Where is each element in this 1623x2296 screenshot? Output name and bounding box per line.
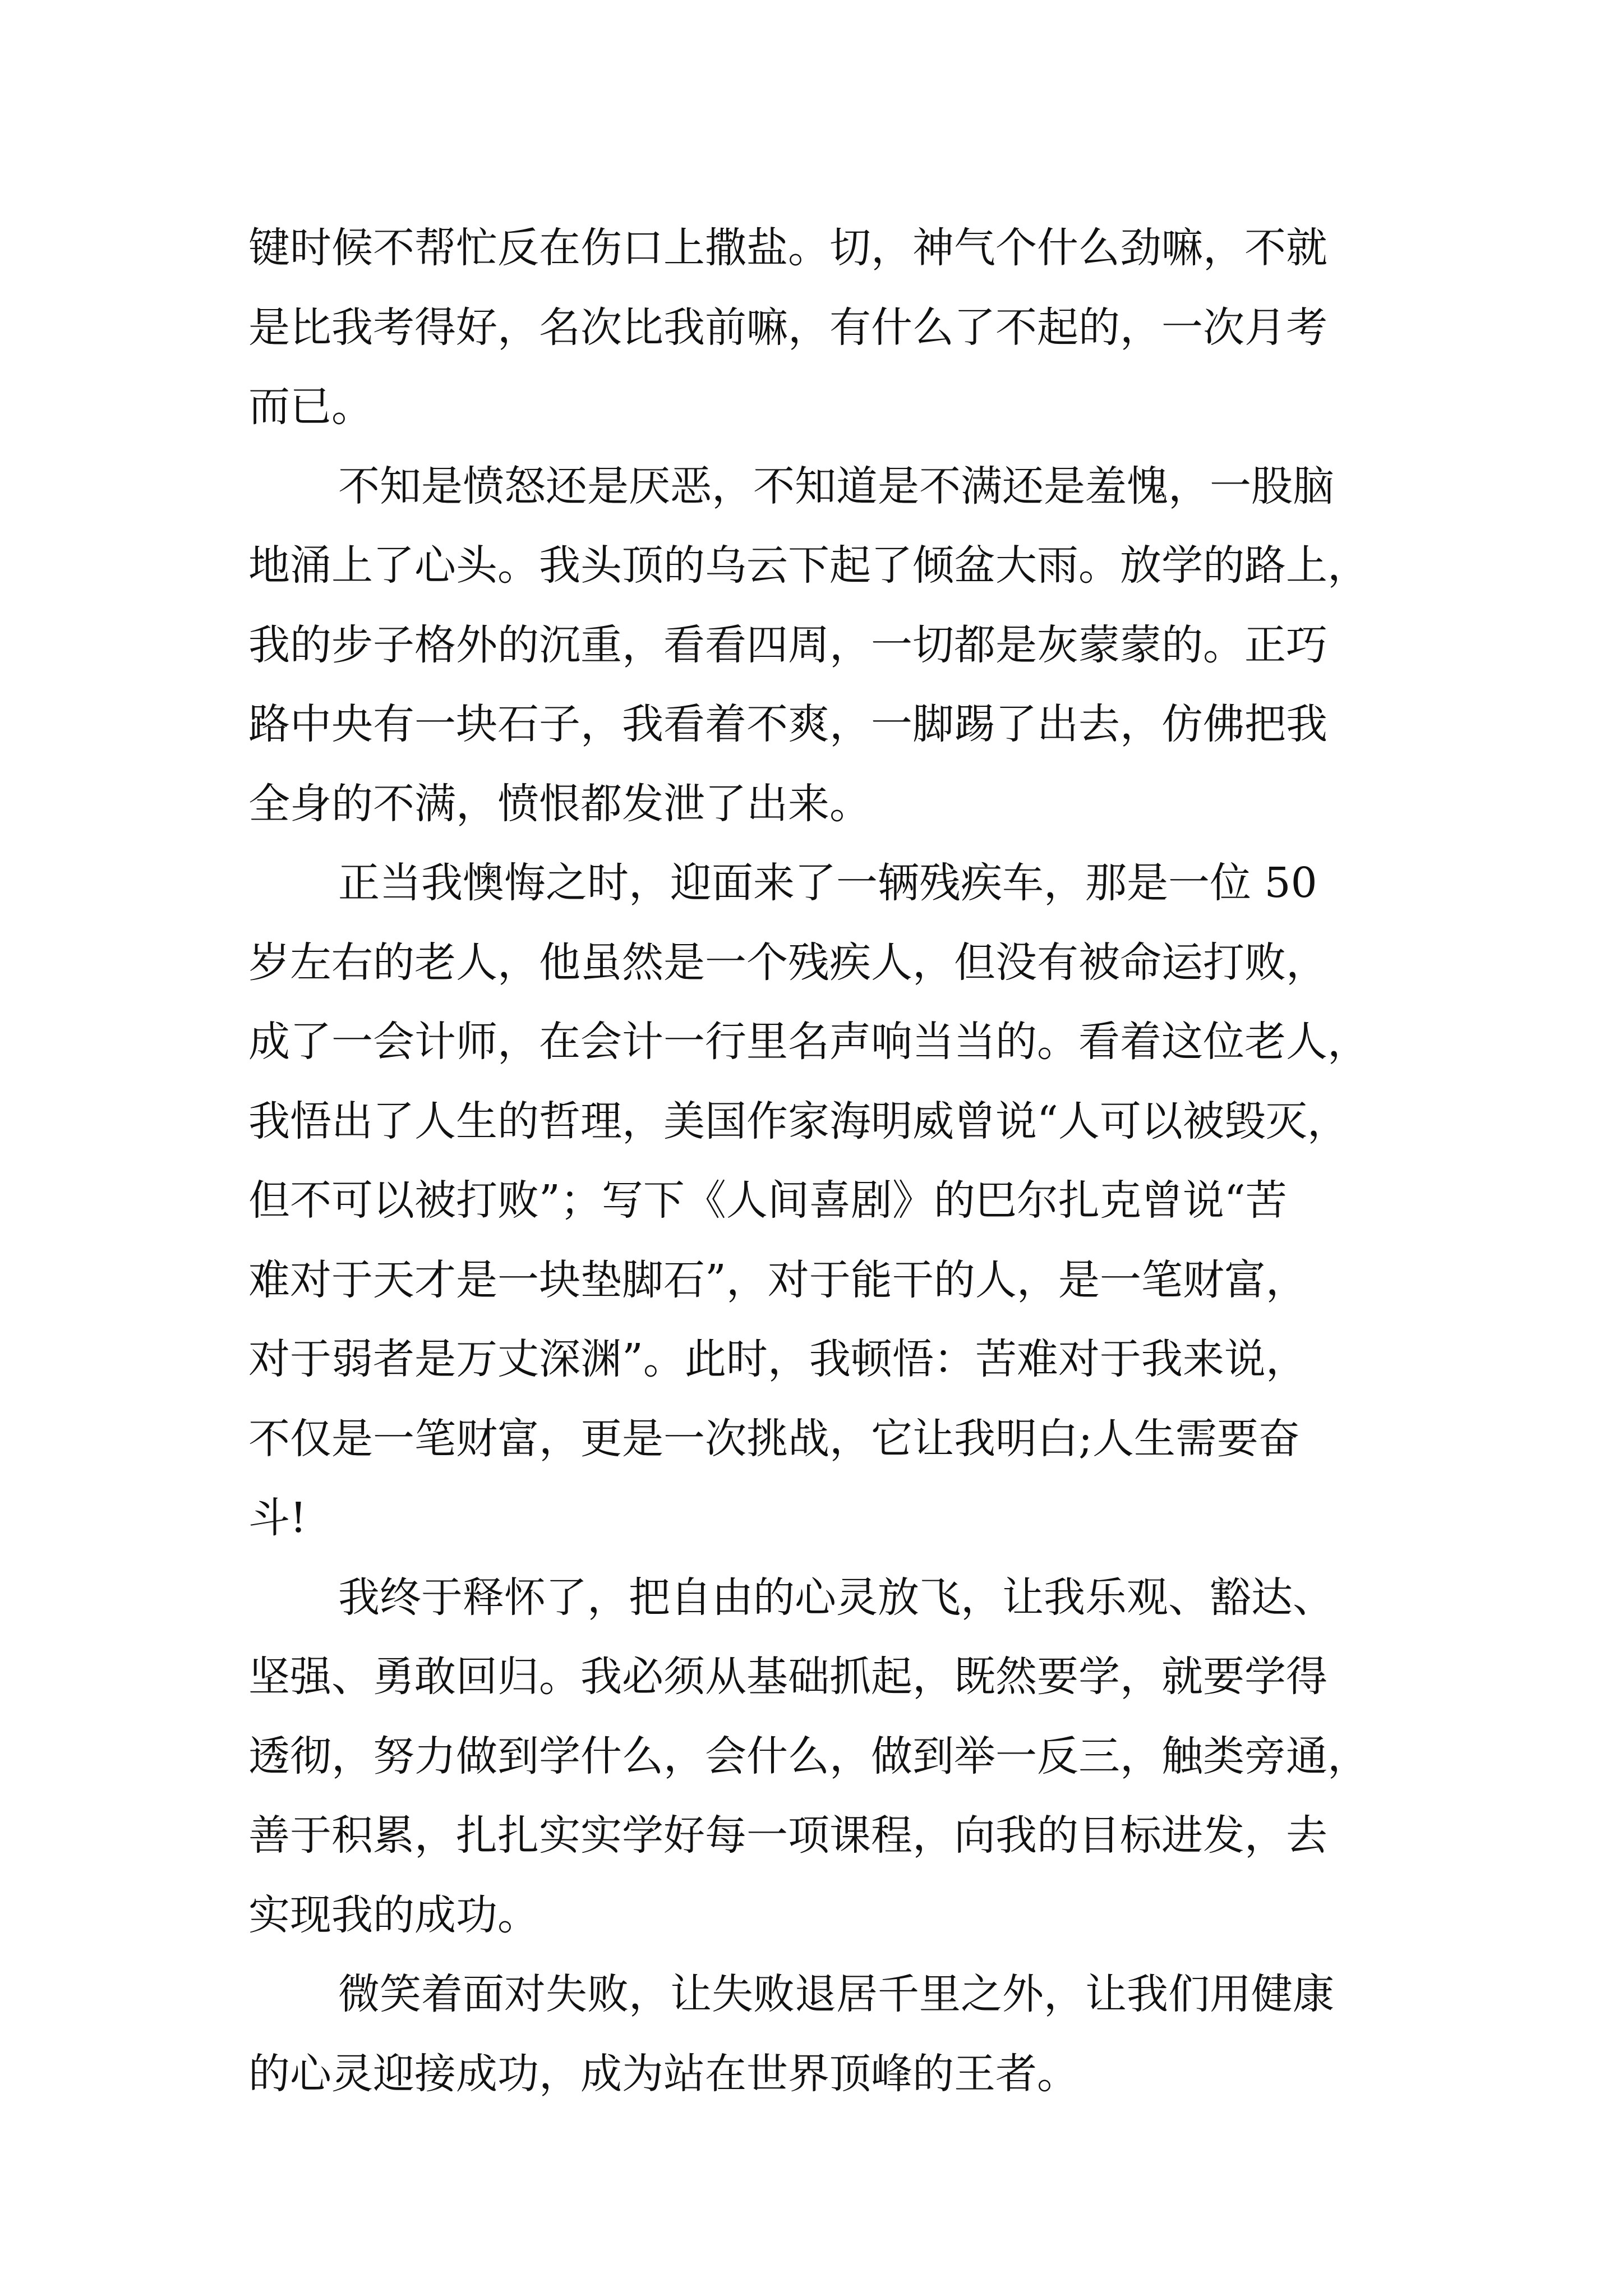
text-line: 地涌上了心头。我头顶的乌云下起了倾盆大雨。放学的路上， — [248, 541, 1369, 590]
text-line: 难对于天才是一块垫脚石”，对于能干的人，是一笔财富， — [248, 1255, 1307, 1304]
text-line: 微笑着面对失败，让失败退居千里之外，让我们用健康 — [338, 1970, 1334, 2018]
text-line: 实现我的成功。 — [248, 1890, 539, 1939]
text-line: 全身的不满，愤恨都发泄了出来。 — [248, 779, 871, 828]
text-line: 但不可以被打败”；写下《人间喜剧》的巴尔扎克曾说“苦 — [248, 1176, 1287, 1225]
text-line: 坚强、勇敢回归。我必须从基础抓起，既然要学，就要学得 — [248, 1653, 1327, 1701]
text-line: 对于弱者是万丈深渊”。此时，我顿悟：苦难对于我来说， — [248, 1335, 1307, 1383]
paragraph-1 — [248, 209, 1393, 447]
paragraph-4 — [248, 1558, 1393, 1955]
text-line: 岁左右的老人，他虽然是一个残疾人，但没有被命运打败， — [248, 938, 1327, 987]
text-line: 是比我考得好，名次比我前嘛，有什么了不起的，一次月考 — [248, 303, 1327, 352]
text-line: 不知是愤怒还是厌恶，不知道是不满还是羞愧，一股脑 — [338, 462, 1334, 510]
text-line: 透彻，努力做到学什么，会什么，做到举一反三，触类旁通， — [248, 1732, 1369, 1780]
paragraph-3 — [248, 844, 1393, 1558]
text-line: 不仅是一笔财富，更是一次挑战，它让我明白;人生需要奋 — [248, 1414, 1300, 1463]
text-line: 正当我懊悔之时，迎面来了一辆残疾车，那是一位 50 — [338, 859, 1317, 907]
text-line: 的心灵迎接成功，成为站在世界顶峰的王者。 — [248, 2049, 1078, 2098]
text-line: 我的步子格外的沉重，看看四周，一切都是灰蒙蒙的。正巧 — [248, 620, 1327, 669]
text-line: 而已。 — [248, 383, 373, 431]
text-line: 善于积累，扎扎实实学好每一项课程，向我的目标进发，去 — [248, 1811, 1327, 1860]
text-line: 斗! — [248, 1494, 307, 1542]
text-line: 键时候不帮忙反在伤口上撒盐。切，神气个什么劲嘛，不就 — [248, 224, 1327, 272]
paragraph-2 — [248, 447, 1393, 844]
paragraph-5 — [248, 1955, 1393, 2114]
text-line: 路中央有一块石子，我看着不爽，一脚踢了出去，仿佛把我 — [248, 700, 1327, 748]
text-line: 成了一会计师，在会计一行里名声响当当的。看着这位老人， — [248, 1018, 1369, 1066]
text-line: 我悟出了人生的哲理，美国作家海明威曾说“人可以被毁灭， — [248, 1097, 1349, 1145]
text-line: 我终于释怀了，把自由的心灵放飞，让我乐观、豁达、 — [338, 1573, 1334, 1622]
document-body — [248, 209, 1393, 2114]
